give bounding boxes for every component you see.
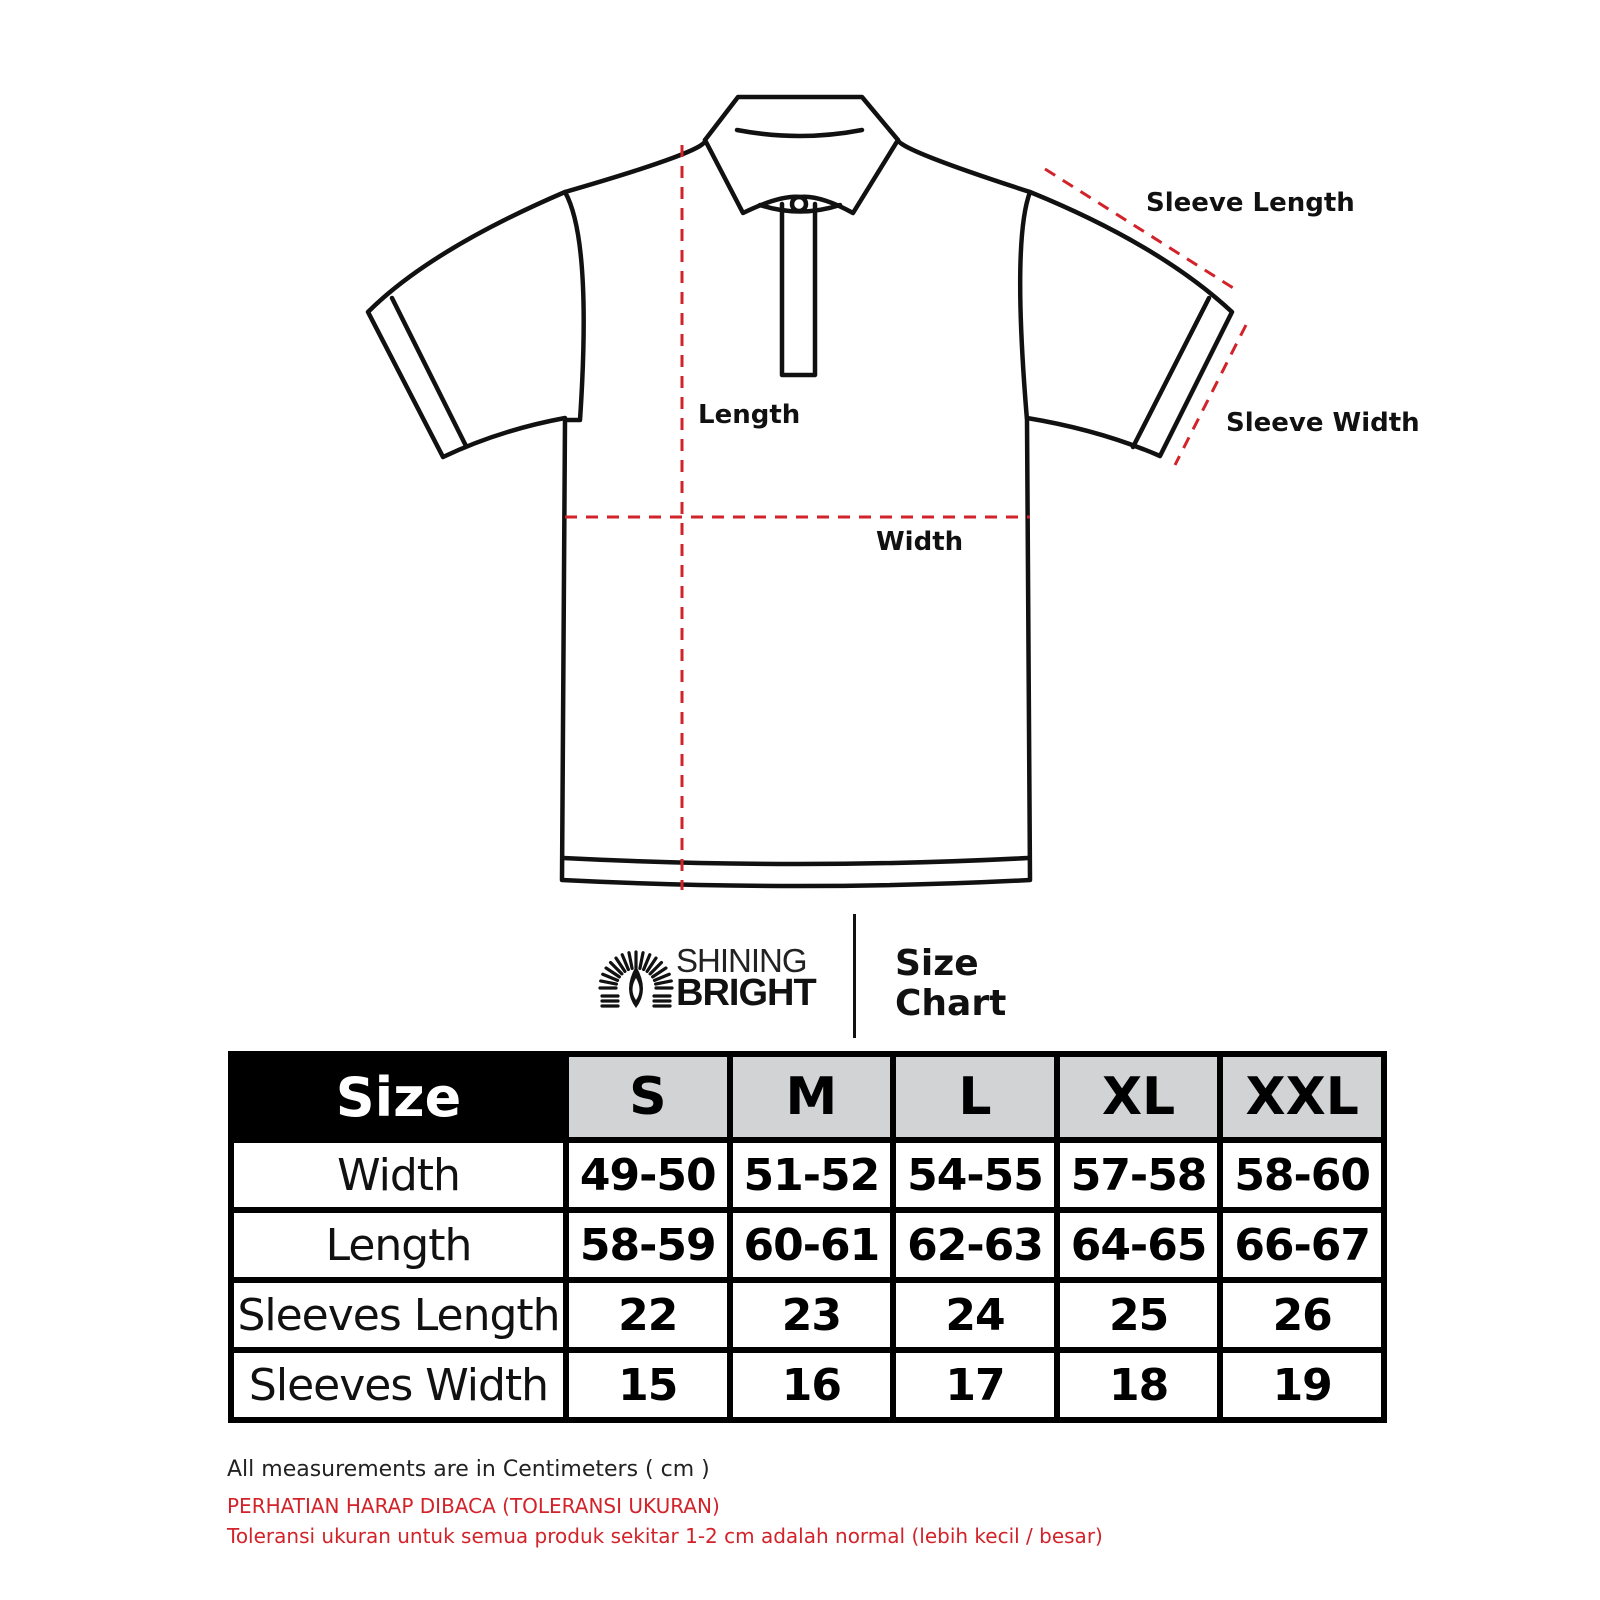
right-sleeve-cuff: [1133, 298, 1209, 447]
size-chart-table: [228, 1051, 1387, 1423]
row-label: Sleeves Width: [231, 1350, 566, 1420]
width-label: Width: [876, 527, 964, 557]
shirt-body-outline: [562, 140, 1030, 886]
table-row: [231, 1140, 1384, 1210]
size-column-header: XL: [1057, 1054, 1221, 1140]
button-icon: [792, 197, 806, 211]
size-column-header: S: [566, 1054, 730, 1140]
table-cell: 51-52: [730, 1140, 894, 1210]
brand-name-line2: BRIGHT: [676, 972, 816, 1014]
table-cell: 23: [730, 1280, 894, 1350]
table-cell: 58-59: [566, 1210, 730, 1280]
brand-name-line1: SHINING: [676, 942, 807, 979]
chart-title: [895, 944, 1006, 1024]
table-cell: 66-67: [1220, 1210, 1384, 1280]
table-cell: 17: [893, 1350, 1057, 1420]
length-label: Length: [698, 400, 801, 430]
brand-divider: [853, 914, 856, 1038]
right-sleeve-outline: [1027, 192, 1232, 456]
shirt-hem-line: [563, 858, 1028, 864]
logo-ray: [629, 953, 632, 969]
table-cell: 15: [566, 1350, 730, 1420]
table-cell: 22: [566, 1280, 730, 1350]
table-cell: 16: [730, 1350, 894, 1420]
row-label: Width: [231, 1140, 566, 1210]
table-cell: 57-58: [1057, 1140, 1221, 1210]
table-cell: 54-55: [893, 1140, 1057, 1210]
size-column-header: XXL: [1220, 1054, 1384, 1140]
tolerance-warning-title: PERHATIAN HARAP DIBACA (TOLERANSI UKURAN): [227, 1494, 720, 1518]
placket: [782, 204, 815, 375]
collar-band: [737, 130, 862, 136]
size-column-header: M: [730, 1054, 894, 1140]
table-cell: 60-61: [730, 1210, 894, 1280]
logo-ray: [601, 981, 617, 984]
row-label: Length: [231, 1210, 566, 1280]
table-cell: 26: [1220, 1280, 1384, 1350]
table-cell: 24: [893, 1280, 1057, 1350]
size-header-cell: Size: [231, 1054, 566, 1140]
table-cell: 18: [1057, 1350, 1221, 1420]
table-row: [231, 1350, 1384, 1420]
sleeve-width-label: Sleeve Width: [1226, 408, 1420, 438]
table-cell: 19: [1220, 1350, 1384, 1420]
units-note: All measurements are in Centimeters ( cm ): [227, 1457, 710, 1482]
left-sleeve-outline: [368, 192, 565, 457]
sleeve-length-label: Sleeve Length: [1146, 188, 1355, 218]
chart-title-line2: Chart: [895, 983, 1007, 1024]
size-header-row: [231, 1054, 1384, 1140]
logo-ray: [640, 953, 643, 969]
logo-ray: [656, 981, 672, 984]
table-row: [231, 1280, 1384, 1350]
table-cell: 25: [1057, 1280, 1221, 1350]
row-label: Sleeves Length: [231, 1280, 566, 1350]
table-cell: 58-60: [1220, 1140, 1384, 1210]
size-column-header: L: [893, 1054, 1057, 1140]
table-cell: 64-65: [1057, 1210, 1221, 1280]
left-sleeve-cuff: [392, 298, 466, 446]
table-row: [231, 1210, 1384, 1280]
chart-title-line1: Size: [895, 943, 979, 984]
table-cell: 62-63: [893, 1210, 1057, 1280]
tolerance-warning-body: Toleransi ukuran untuk semua produk sekitar 1-2 cm adalah normal (lebih kecil / besar): [227, 1524, 1103, 1548]
table-cell: 49-50: [566, 1140, 730, 1210]
